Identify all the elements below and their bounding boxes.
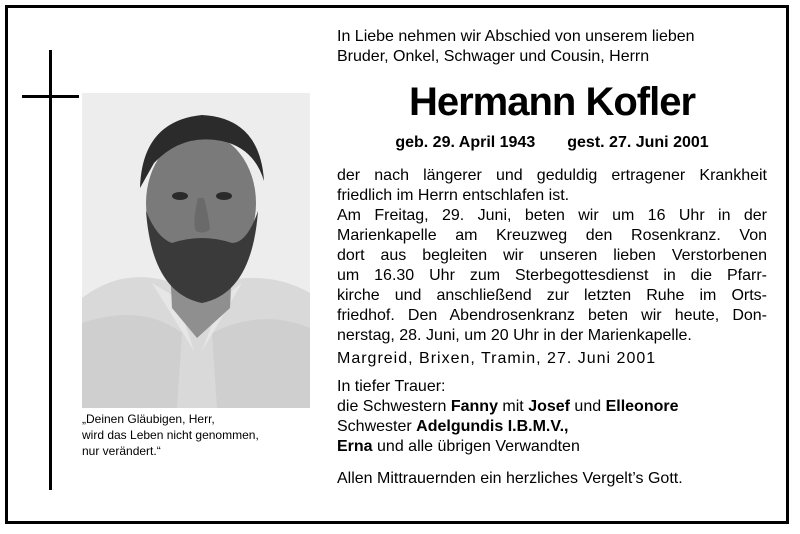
thanks-line: Allen Mittrauernden ein herzliches Vergelt’s Gott. — [337, 470, 683, 487]
mourners-text: die Schwestern — [337, 398, 451, 415]
mourners-text: und — [569, 398, 606, 415]
birth-date: geb. 29. April 1943 — [395, 134, 536, 151]
intro-line: Bruder, Onkel, Schwager und Cousin, Herrn — [337, 48, 650, 65]
body-line: Marienkapelle am Kreuzweg den Rosenkranz. Von — [337, 227, 767, 244]
quote-line: „Deinen Gläubigen, Herr, — [82, 412, 215, 426]
mourner-name: Adelgundis I.B.M.V., — [416, 418, 569, 435]
mourners-line — [337, 417, 767, 437]
mourner-name: Fanny — [450, 398, 498, 415]
mourners-line — [337, 397, 767, 417]
portrait-photo — [82, 93, 310, 408]
mourners-text: Schwester — [337, 418, 417, 435]
life-dates — [337, 132, 767, 154]
body-line: friedlich im Herrn entschlafen ist. — [337, 187, 570, 204]
body-line: Am Freitag, 29. Juni, beten wir um 16 Uhr in der — [337, 207, 767, 224]
body-line: kirche und anschließend zur letzten Ruhe im Orts- — [337, 287, 767, 304]
deceased-name: Hermann Kofler — [408, 80, 696, 124]
mourners-text: mit — [497, 398, 529, 415]
notice-body — [337, 166, 767, 346]
quote-line: nur verändert.“ — [82, 444, 161, 458]
mourner-name: Josef — [528, 398, 570, 415]
body-line: dort aus begleiten wir unseren lieben Verstorbenen — [337, 247, 767, 264]
cross-horizontal-bar — [22, 95, 79, 98]
cross-vertical-bar — [49, 50, 52, 490]
body-line: um 16.30 Uhr zum Sterbegottesdienst in die Pfarr- — [337, 267, 767, 284]
body-line: nerstag, 28. Juni, um 20 Uhr in der Marienkapelle. — [337, 327, 692, 344]
intro-line: In Liebe nehmen wir Abschied von unserem lieben — [337, 28, 695, 45]
mourners-line — [337, 437, 767, 457]
body-line: friedhof. Den Abendrosenkranz beten wir heute, Don- — [337, 307, 767, 324]
mourner-name: Erna — [337, 438, 373, 455]
body-line: der nach längerer und geduldig ertragener Krankheit — [337, 167, 767, 184]
mourners — [337, 377, 767, 457]
portrait-illustration — [82, 93, 310, 408]
death-date: gest. 27. Juni 2001 — [567, 134, 709, 151]
mourners-heading: In tiefer Trauer: — [337, 378, 446, 395]
quote-line: wird das Leben nicht genommen, — [82, 428, 259, 442]
place-and-date: Margreid, Brixen, Tramin, 27. Juni 2001 — [337, 350, 657, 367]
quote-block — [82, 411, 322, 459]
notice-text — [337, 27, 767, 489]
mourner-name: Elleonore — [605, 398, 679, 415]
intro — [337, 27, 767, 67]
mourners-text: und alle übrigen Verwandten — [372, 438, 580, 455]
